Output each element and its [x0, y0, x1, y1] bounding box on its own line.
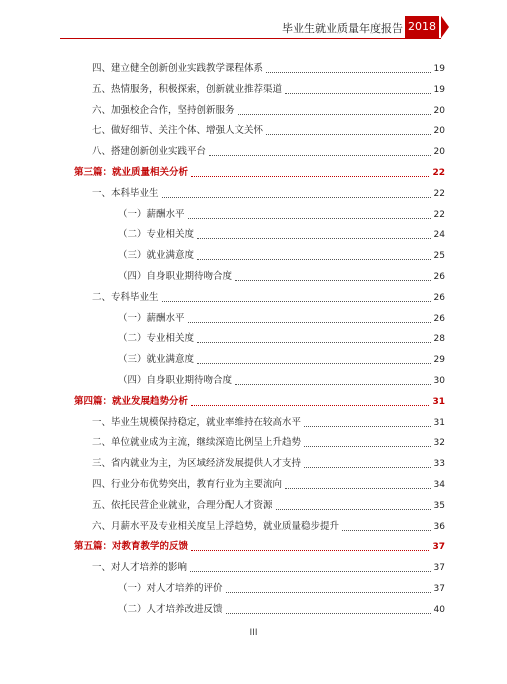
toc-entry[interactable] — [92, 104, 445, 118]
toc-entry[interactable] — [118, 582, 445, 596]
toc-page-number: 22 — [433, 209, 445, 220]
toc-entry-label: 六、月薪水平及专业相关度呈上浮趋势，就业质量稳步提升 — [92, 520, 340, 532]
toc-leader-dots — [162, 196, 431, 198]
toc-entry-label: （二）专业相关度 — [118, 229, 195, 241]
toc-leader-dots — [285, 487, 431, 489]
toc-entry-label: 八、搭建创新创业实践平台 — [92, 146, 207, 158]
toc-leader-dots — [304, 445, 431, 447]
toc-entry-label: （三）就业满意度 — [118, 250, 195, 262]
report-title: 毕业生就业质量年度报告 — [282, 22, 403, 35]
toc-entry[interactable] — [92, 62, 445, 76]
toc-entry[interactable] — [92, 457, 445, 471]
toc-leader-dots — [235, 383, 431, 385]
toc-page-number: 35 — [433, 500, 445, 511]
toc-entry-label: 一、对人才培养的影响 — [92, 562, 188, 574]
toc-entry-label: 五、依托民营企业就业，合理分配人才资源 — [92, 499, 273, 511]
toc-page-number: 20 — [433, 105, 445, 116]
toc-page-number: 28 — [433, 334, 445, 345]
toc-entry-label: 二、单位就业成为主流，继续深造比例呈上升趋势 — [92, 437, 302, 449]
toc-entry-label: （一）薪酬水平 — [118, 312, 185, 324]
toc-page-number: 26 — [433, 292, 445, 303]
toc-entry[interactable] — [92, 187, 445, 201]
toc-leader-dots — [190, 570, 431, 572]
toc-entry-label: （二）专业相关度 — [118, 333, 195, 345]
toc-entry[interactable] — [118, 270, 445, 284]
toc-page-number: 19 — [433, 64, 445, 74]
toc-leader-dots — [191, 175, 429, 177]
toc-leader-dots — [342, 529, 431, 531]
toc-entry-label: 六、加强校企合作，坚持创新服务 — [92, 104, 235, 116]
toc-entry[interactable] — [92, 436, 445, 450]
toc-entry[interactable] — [118, 312, 445, 326]
toc-entry-label: （二）人才培养改进反馈 — [118, 603, 223, 615]
toc-entry[interactable] — [118, 208, 445, 222]
toc-page-number: 37 — [433, 584, 445, 594]
page-header — [0, 0, 507, 55]
toc-entry[interactable] — [118, 353, 445, 367]
toc-leader-dots — [235, 279, 431, 281]
toc-leader-dots — [188, 321, 431, 323]
header-rule — [60, 38, 441, 39]
toc-entry[interactable] — [118, 332, 445, 346]
toc-chapter-entry[interactable] — [74, 540, 445, 554]
toc-entry-label: （三）就业满意度 — [118, 354, 195, 366]
toc-entry-label: 第三篇：就业质量相关分析 — [74, 167, 189, 178]
toc-page-number: 25 — [433, 251, 445, 262]
toc-page-number: 24 — [433, 230, 445, 241]
toc-entry[interactable] — [118, 603, 445, 617]
toc-leader-dots — [304, 466, 431, 468]
header-marker-icon — [441, 16, 449, 38]
toc-entry-label: （一）对人才培养的评价 — [118, 583, 223, 594]
toc-entry[interactable] — [92, 520, 445, 534]
toc-entry[interactable] — [92, 291, 445, 305]
toc-page-number: 20 — [433, 126, 445, 137]
toc-page-number: 36 — [433, 521, 445, 532]
toc-entry[interactable] — [92, 124, 445, 138]
toc-entry-label: 四、建立健全创新创业实践教学课程体系 — [92, 63, 264, 74]
toc-entry-label: 一、本科毕业生 — [92, 187, 159, 199]
toc-page-number: 22 — [432, 168, 445, 178]
toc-page-number: 29 — [433, 355, 445, 366]
toc-page-number: 33 — [433, 459, 445, 470]
toc-leader-dots — [266, 133, 431, 135]
toc-entry[interactable] — [118, 249, 445, 263]
toc-leader-dots — [191, 404, 429, 406]
toc-page-number: 31 — [432, 396, 445, 407]
toc-leader-dots — [162, 300, 431, 302]
toc-entry[interactable] — [92, 478, 445, 492]
toc-leader-dots — [209, 154, 431, 156]
toc-leader-dots — [276, 508, 431, 510]
toc-page-number: 32 — [433, 438, 445, 449]
toc-chapter-entry[interactable] — [74, 166, 445, 180]
toc-entry-label: （一）薪酬水平 — [118, 208, 185, 220]
toc-leader-dots — [238, 113, 431, 115]
toc-page-number: 37 — [433, 563, 445, 574]
toc-leader-dots — [226, 591, 431, 593]
toc-entry-label: （四）自身职业期待吻合度 — [118, 271, 233, 282]
toc-entry[interactable] — [92, 499, 445, 513]
toc-entry-label: 三、省内就业为主，为区域经济发展提供人才支持 — [92, 458, 302, 470]
toc-page-number: 26 — [433, 272, 445, 282]
toc-entry-label: 四、行业分布优势突出，教育行业为主要流向 — [92, 479, 283, 490]
toc-entry-label: 一、毕业生规模保持稳定，就业率维持在较高水平 — [92, 416, 302, 428]
toc-chapter-entry[interactable] — [74, 395, 445, 409]
toc-leader-dots — [197, 362, 431, 364]
toc-page-number: 34 — [433, 480, 445, 490]
toc-leader-dots — [197, 341, 431, 343]
toc-page-number: 19 — [433, 84, 445, 95]
toc-page-number: 37 — [432, 542, 445, 553]
toc-entry-label: 二、专科毕业生 — [92, 291, 159, 303]
toc-entry-label: （四）自身职业期待吻合度 — [118, 375, 233, 386]
toc-entry-label: 七、做好细节、关注个体、增强人文关怀 — [92, 125, 264, 137]
toc-entry[interactable] — [92, 83, 445, 97]
toc-entry-label: 第五篇：对教育教学的反馈 — [74, 541, 189, 553]
toc-page-number: 22 — [433, 188, 445, 199]
toc-entry[interactable] — [92, 561, 445, 575]
toc-page-number: 26 — [433, 313, 445, 324]
toc-page-number: 20 — [433, 147, 445, 158]
toc-leader-dots — [285, 92, 431, 94]
toc-entry-label: 第四篇：就业发展趋势分析 — [74, 395, 189, 407]
toc-page-number: 30 — [433, 376, 445, 386]
toc-entry-label: 五、热情服务，积极探索，创新就业推荐渠道 — [92, 83, 283, 95]
toc-entry[interactable] — [118, 374, 445, 388]
toc-leader-dots — [226, 612, 431, 614]
toc-entry[interactable] — [92, 145, 445, 159]
toc-page-number: 31 — [433, 417, 445, 428]
toc-page-number: 40 — [433, 604, 445, 615]
toc-leader-dots — [191, 549, 429, 551]
toc-leader-dots — [197, 258, 431, 260]
toc-entry[interactable] — [118, 228, 445, 242]
page-number: III — [249, 628, 258, 638]
year-badge: 2018届 — [405, 16, 439, 38]
toc-entry[interactable] — [92, 416, 445, 430]
toc-leader-dots — [266, 71, 431, 73]
toc-leader-dots — [304, 425, 431, 427]
toc-leader-dots — [188, 217, 431, 219]
toc-leader-dots — [197, 237, 431, 239]
